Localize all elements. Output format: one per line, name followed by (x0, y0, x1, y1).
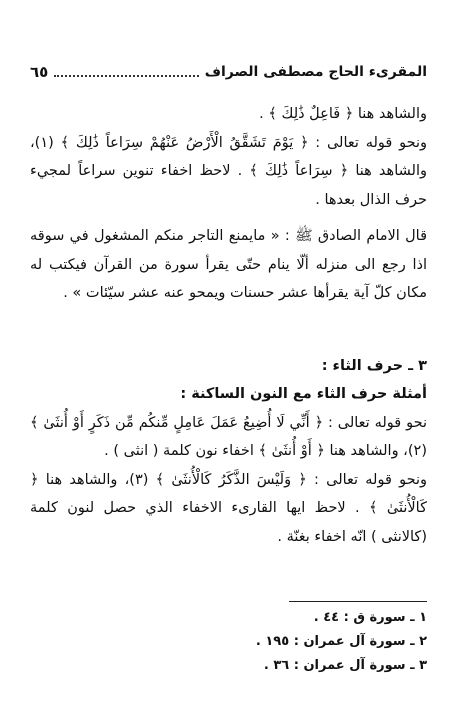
footnote-3: ٣ ـ سورة آل عمران : ٣٦ . (263, 658, 427, 673)
footnote-separator (289, 601, 427, 602)
paragraph-example-1: ونحو قوله تعالى : ﴿ يَوْمَ تَشَقَّقُ الْأَرْضُ عَنْهُمْ سِرَاعاً ذَٰلِكَ ﴾ (١)، والشاهد هنا ﴿ سِرَاعاً ذَٰلِكَ ﴾ . لاحظ اخفاء تنوين سراعاً لمجيء حرف الذال بعدها . (30, 134, 427, 208)
paragraph-hadith: قال الامام الصادق ﷺ : « مايمنع التاجر منكم المشغول في سوقه اذا رجع الى منزله ألّا ينام حتّى يقرأ سورة من القرآن فيكتب له مكان كلّ آية يقرأها عشر حسنات ويمحو عنه عشر سيّئات » . (30, 228, 427, 301)
footnote-1: ١ ـ سورة ق : ٤٤ . (313, 610, 427, 625)
section-heading: ٣ ـ حرف الثاء : (321, 357, 427, 374)
paragraph-example-3: ونحو قوله تعالى : ﴿ وَلَيْسَ الذَّكَرُ كَالْأُنثَىٰ ﴾ (٣)، والشاهد هنا ﴿ كَالْأُنثَىٰ ﴾ . لاحظ ايها القارىء الاخفاء الذي حصل لنون كلمة (كالانثى ) انّه اخفاء بغنّة . (30, 471, 427, 545)
page-body (30, 100, 427, 551)
page-number: ٦٥ (30, 63, 49, 81)
running-title: المقرىء الحاج مصطفى الصراف (204, 64, 427, 80)
paragraph-example-2: نحو قوله تعالى : ﴿ أَنِّي لَا أُضِيعُ عَمَلَ عَامِلٍ مِّنكُم مِّن ذَكَرٍ أَوْ أُنثَىٰ ﴾(٢)، والشاهد هنا ﴿ أَوْ أُنثَىٰ ﴾ اخفاء نون كلمة ( انثى ) . (30, 414, 427, 459)
footnotes (200, 606, 427, 678)
footnote-2: ٢ ـ سورة آل عمران : ١٩٥ . (255, 634, 427, 649)
page-header (30, 62, 427, 82)
section-subheading: أمثلة حرف الثاء مع النون الساكنة : (180, 386, 427, 402)
paragraph-witness-1: والشاهد هنا ﴿ فَاعِلٌ ذَٰلِكَ ﴾ . (259, 106, 427, 122)
leader-dots (54, 75, 198, 77)
